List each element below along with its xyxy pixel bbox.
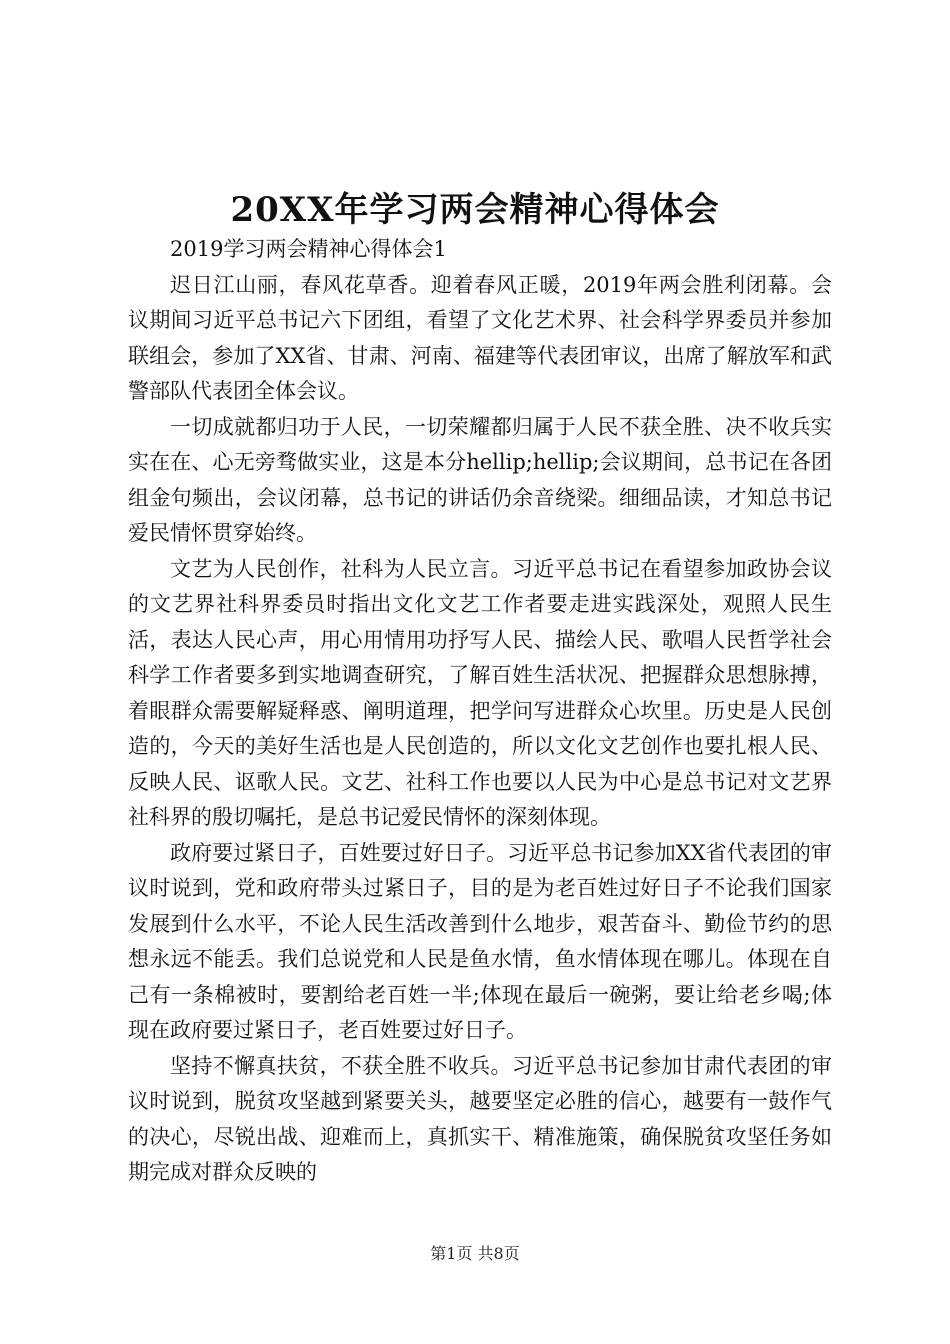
subtitle-paragraph: 2019学习两会精神心得体会1 <box>170 237 447 261</box>
page-number-footer: 第1页 共8页 <box>430 1244 520 1263</box>
paragraph: 迟日江山丽，春风花草香。迎着春风正暖，2019年两会胜利闭幕。会议期间习近平总书记六下团组，看望了文化艺术界、社会科学界委员并参加联组会，参加了XX省、甘肃、河南、福建等代表团审议，出席了解放军和武警部队代表团全体会议。 <box>128 272 832 403</box>
paragraph: 政府要过紧日子，百姓要过好日子。习近平总书记参加XX省代表团的审议时说到，党和政府带头过紧日子，目的是为老百姓过好日子不论我们国家发展到什么水平，不论人民生活改善到什么地步，艰苦奋斗、勤俭节约的思想永远不能丢。我们总说党和人民是鱼水情，鱼水情体现在哪儿。体现在自己有一条棉被时，要割给老百姓一半;体现在最后一碗粥，要让给老乡喝;体现在政府要过紧日子，老百姓要过好日子。 <box>128 840 832 1042</box>
paragraph: 文艺为人民创作，社科为人民立言。习近平总书记在看望参加政协会议的文艺界社科界委员时指出文化文艺工作者要走进实践深处，观照人民生活，表达人民心声，用心用情用功抒写人民、描绘人民、歌唱人民哲学社会科学工作者要多到实地调查研究，了解百姓生活状况、把握群众思想脉搏，着眼群众需要解疑释惑、阐明道理，把学问写进群众心坎里。历史是人民创造的，今天的美好生活也是人民创造的，所以文化文艺创作也要扎根人民、反映人民、讴歌人民。文艺、社科工作也要以人民为中心是总书记对文艺界社科界的殷切嘱托，是总书记爱民情怀的深刻体现。 <box>128 556 832 829</box>
paragraph: 一切成就都归功于人民，一切荣耀都归属于人民不获全胜、决不收兵实实在在、心无旁骛做实业，这是本分hellip;hellip;会议期间，总书记在各团组金句频出，会议闭幕，总书记的讲话仍余音绕梁。细细品读，才知总书记爱民情怀贯穿始终。 <box>128 414 832 545</box>
page-title: 20XX年学习两会精神心得体会 <box>230 190 720 230</box>
document-body <box>128 232 832 1191</box>
paragraph: 坚持不懈真扶贫，不获全胜不收兵。习近平总书记参加甘肃代表团的审议时说到，脱贫攻坚越到紧要关头，越要坚定必胜的信心，越要有一鼓作气的决心，尽锐出战、迎难而上，真抓实干、精准施策，确保脱贫攻坚任务如期完成对群众反映的 <box>128 1053 832 1184</box>
